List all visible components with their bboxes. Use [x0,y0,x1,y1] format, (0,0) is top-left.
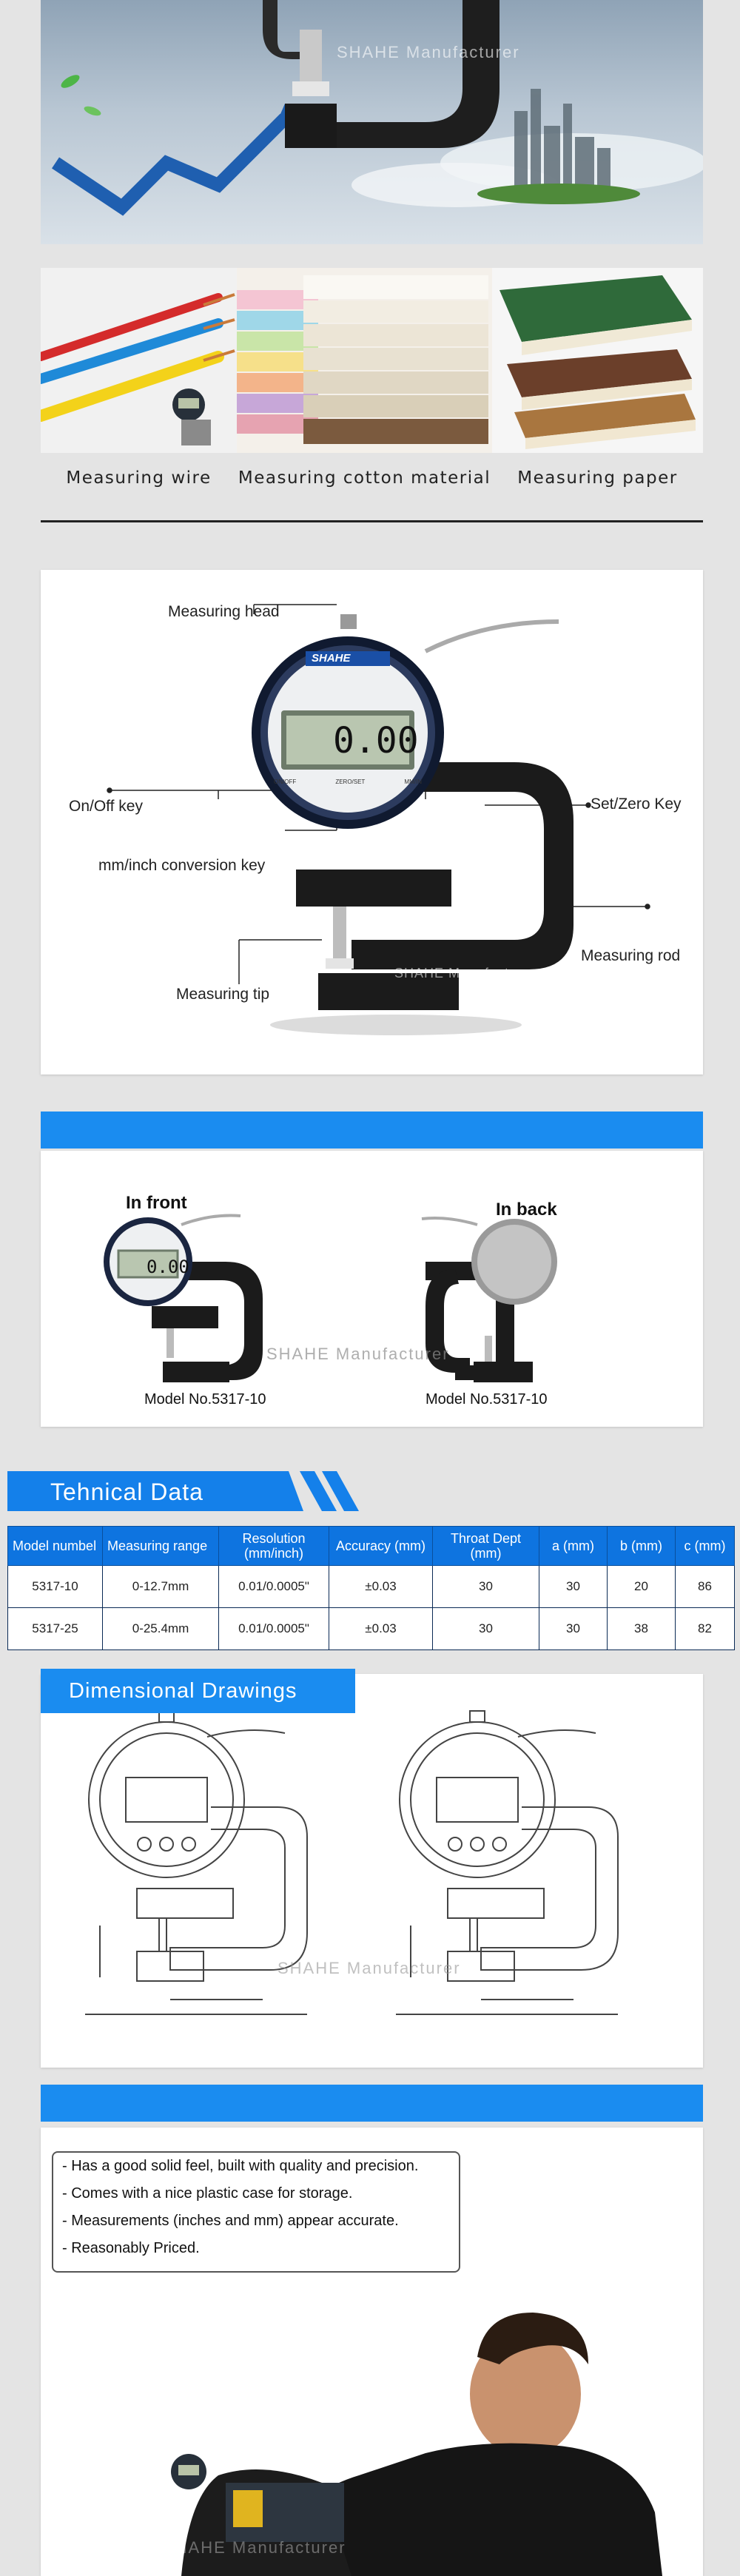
features-list [52,2151,460,2273]
table-cell: 0-12.7mm [103,1566,219,1608]
hero-illustration [41,0,703,244]
table-row [8,1608,735,1650]
label-measuring-head: Measuring head [168,603,280,620]
section-bar [41,1112,703,1149]
gauge-reading: 0.00 [333,720,419,761]
tech-data-table [7,1526,735,1650]
table-row [8,1566,735,1608]
views-card [41,1151,703,1427]
parts-card [41,570,703,1075]
label-on-off-key: On/Off key [69,798,143,815]
sample-image-cotton [237,268,492,453]
tech-title: Tehnical Data [50,1479,204,1505]
table-cell: ±0.03 [329,1608,433,1650]
books-illustration [492,268,703,453]
tech-title-banner [7,1471,363,1511]
table-header-row [8,1527,735,1566]
dimensional-drawing [41,1674,703,2068]
watermark: SHAHE Manufacturer [163,2538,346,2557]
label-conversion-key: mm/inch conversion key [98,857,266,874]
hero-banner [41,0,703,244]
sample-label-cotton: Measuring cotton material [238,468,491,488]
table-cell: ±0.03 [329,1566,433,1608]
column-header: b (mm) [608,1527,676,1566]
column-header: Model numbel [8,1527,103,1566]
table-cell: 5317-25 [8,1608,103,1650]
table-cell: 38 [608,1608,676,1650]
gauge-buttons [274,778,422,785]
gauge-brand: SHAHE [312,652,351,665]
column-header: Throat Dept (mm) [433,1527,539,1566]
column-header: Measuring range [103,1527,219,1566]
gauge-button-mm-in[interactable]: MM/IN [404,778,422,785]
sample-label-wire: Measuring wire [66,468,212,488]
column-header: Accuracy (mm) [329,1527,433,1566]
table-cell: 30 [539,1608,608,1650]
column-header: a (mm) [539,1527,608,1566]
watermark: SHAHE Manufacturer [337,43,520,61]
wire-illustration [41,268,237,453]
table-cell: 30 [433,1566,539,1608]
sample-label-paper: Measuring paper [517,468,678,488]
label-front-model: Model No.5317-10 [144,1391,266,1408]
views-illustration [41,1151,703,1427]
column-header: Resolution (mm/inch) [219,1527,329,1566]
list-item: - Comes with a nice plastic case for storage. [62,2185,353,2202]
cotton-illustration [237,268,492,453]
watermark: SHAHE Manufacturer [394,966,536,981]
table-cell: 86 [676,1566,735,1608]
gauge-button-zero-set[interactable]: ZERO/SET [335,778,366,785]
label-measuring-rod: Measuring rod [581,947,681,964]
drawings-title-bar [41,1669,355,1713]
label-measuring-tip: Measuring tip [176,986,270,1003]
table-cell: 5317-10 [8,1566,103,1608]
drawings-card [41,1674,703,2068]
section-bar [41,2085,703,2122]
label-back-model: Model No.5317-10 [426,1391,548,1408]
label-in-back: In back [496,1200,557,1220]
table-cell: 0.01/0.0005" [219,1608,329,1650]
label-set-zero-key: Set/Zero Key [591,796,682,813]
list-item: - Has a good solid feel, built with quality and precision. [62,2158,419,2174]
sample-image-wire [41,268,237,453]
watermark: SHAHE Manufacturer [278,1959,461,1977]
table-cell: 20 [608,1566,676,1608]
table-cell: 30 [539,1566,608,1608]
gauge-diagram [41,570,703,1075]
watermark: SHAHE Manufacturer [266,1345,450,1363]
sample-image-paper [492,268,703,453]
list-item: - Reasonably Priced. [62,2240,200,2256]
column-header: c (mm) [676,1527,735,1566]
table-cell: 82 [676,1608,735,1650]
section-divider [41,520,703,522]
gauge-button-on-off[interactable]: ON/OFF [274,778,297,785]
table-cell: 0.01/0.0005" [219,1566,329,1608]
list-item: - Measurements (inches and mm) appear accurate. [62,2213,399,2229]
drawings-title: Dimensional Drawings [69,1679,297,1703]
table-cell: 30 [433,1608,539,1650]
front-gauge-reading: 0.00 [147,1257,189,1277]
label-in-front: In front [126,1193,187,1213]
table-cell: 0-25.4mm [103,1608,219,1650]
